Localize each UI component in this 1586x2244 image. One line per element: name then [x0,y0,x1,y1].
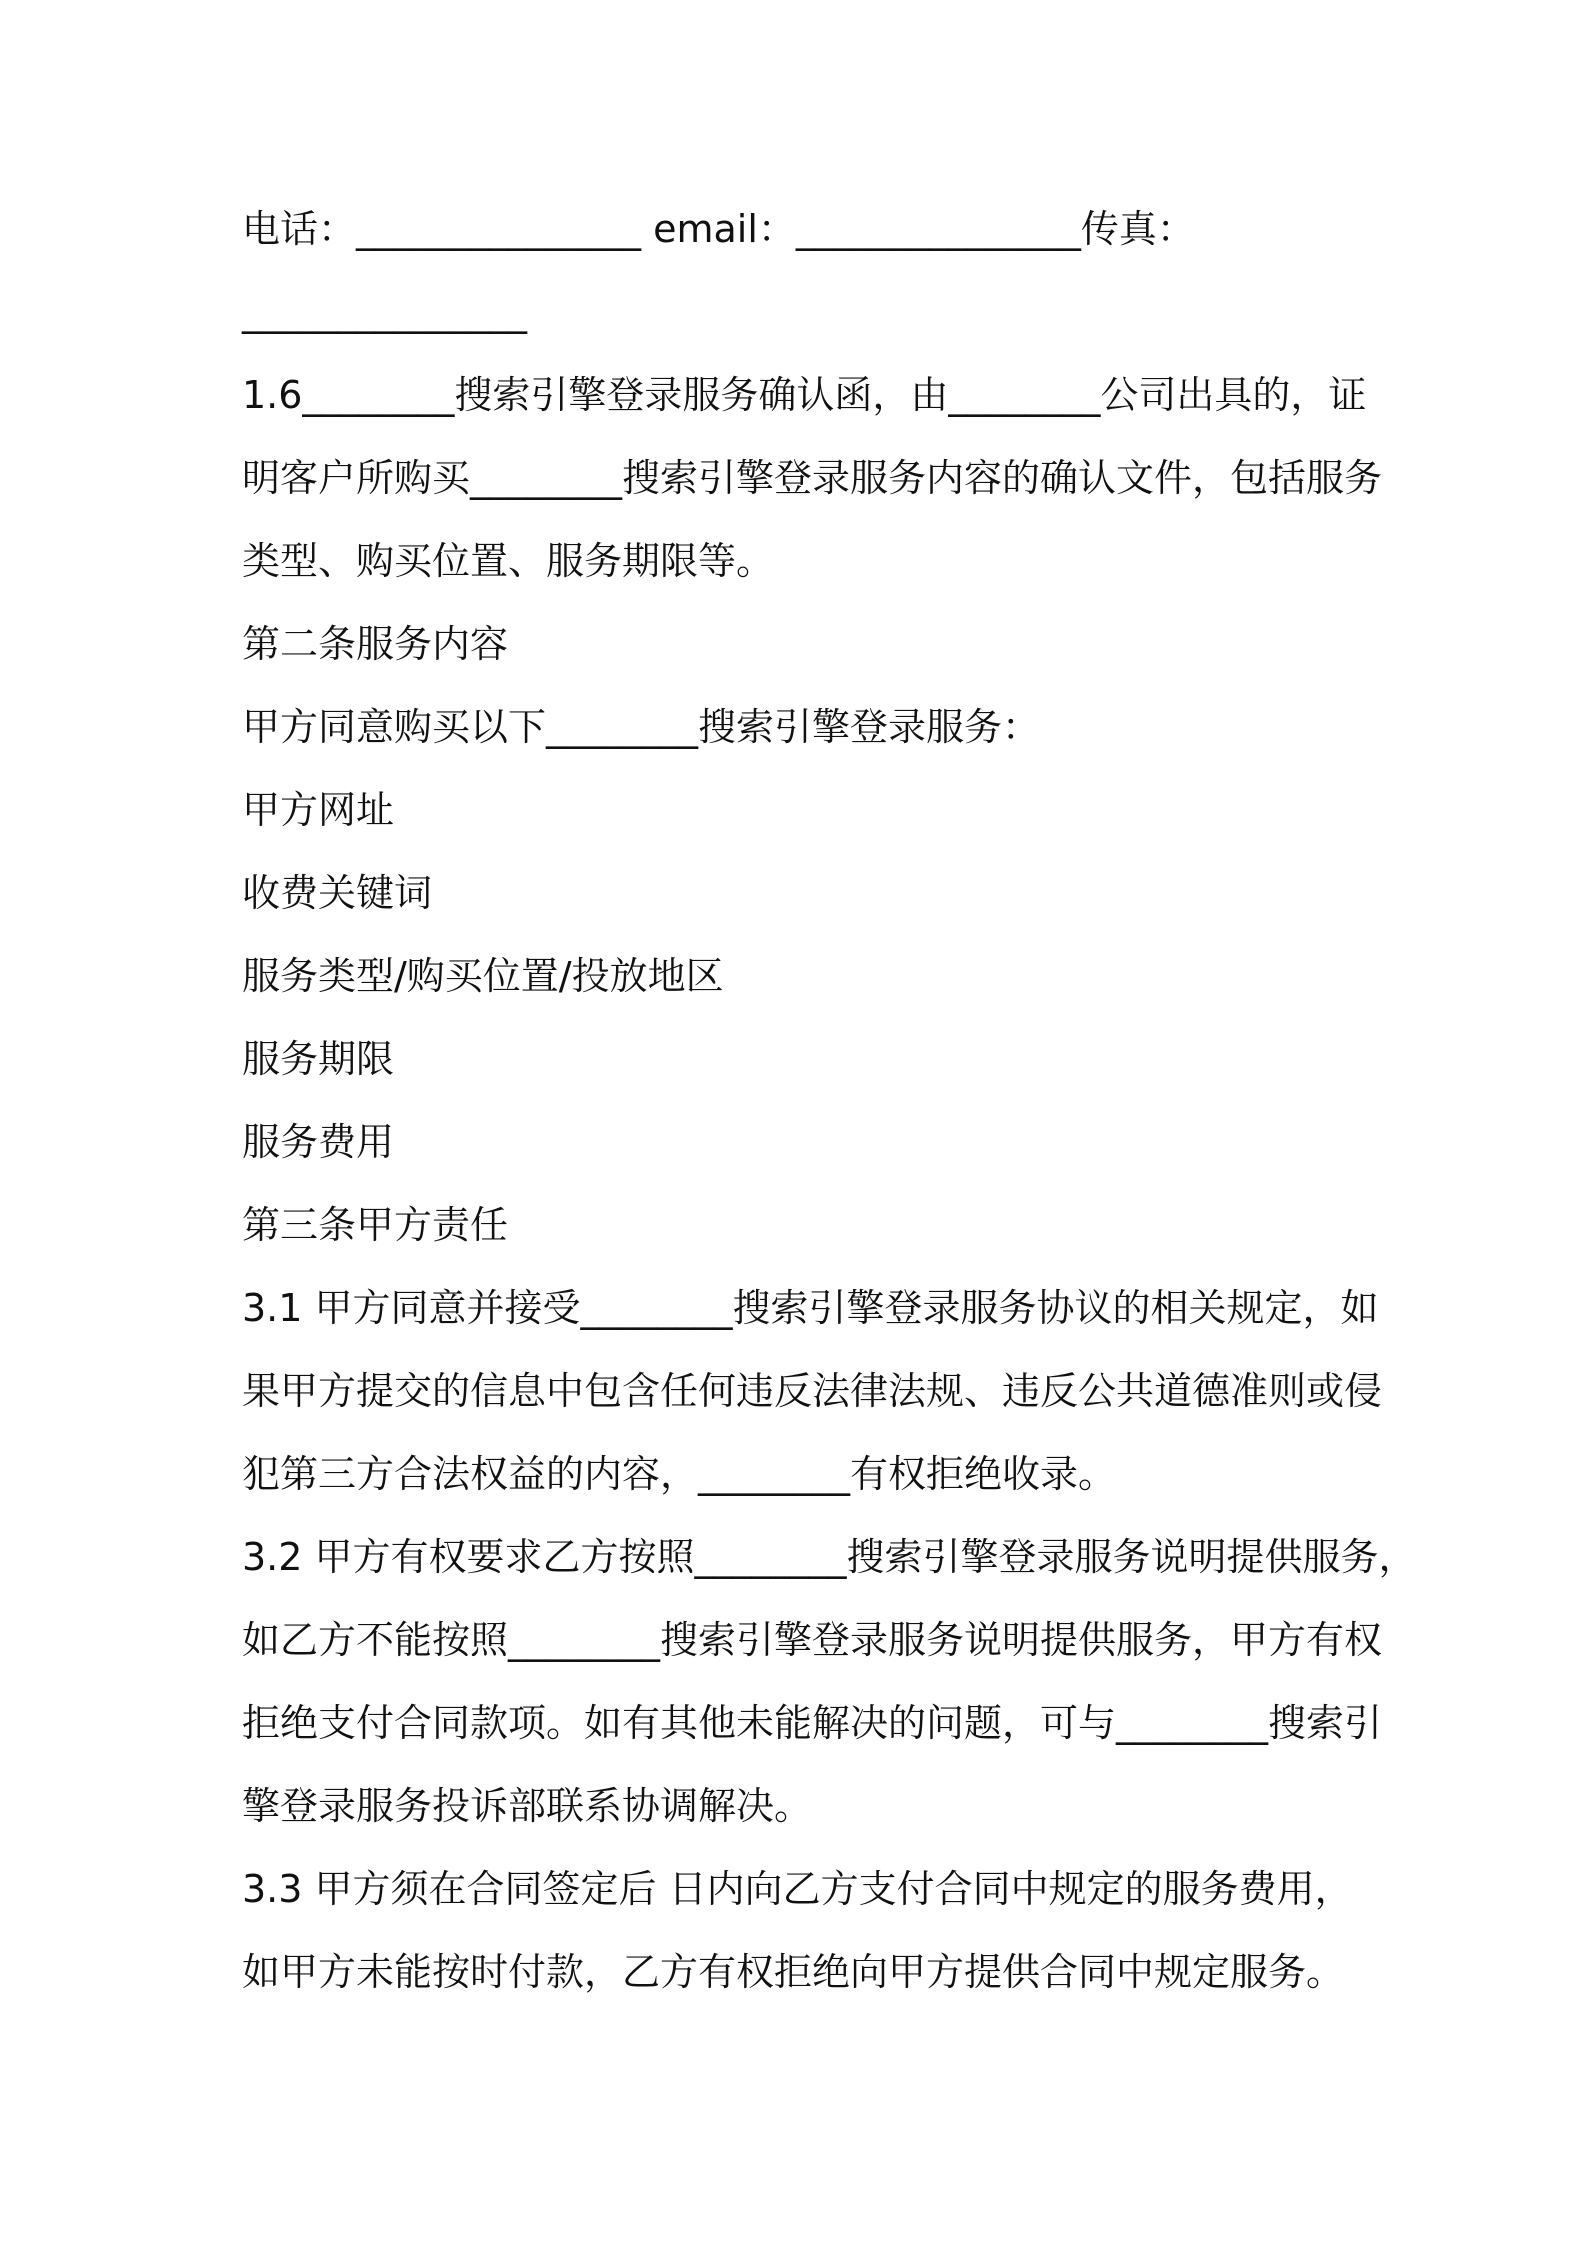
clause-3-2-line: 3.2 甲方有权要求乙方按照________搜索引擎登录服务说明提供服务， [242,1535,1417,1579]
clause-3-3-line: 如甲方未能按时付款，乙方有权拒绝向甲方提供合同中规定服务。 [242,1950,1345,1994]
section-1-6-line: 1.6________搜索引擎登录服务确认函，由________公司出具的，证 [242,373,1367,417]
article-2-heading: 第二条服务内容 [242,622,509,666]
contact-fax-blank: _______________ [242,290,527,334]
service-item: 甲方网址 [242,788,395,832]
section-1-6-line: 明客户所购买________搜索引擎登录服务内容的确认文件，包括服务 [242,456,1383,500]
service-item: 服务期限 [242,1037,395,1081]
contact-line: 电话：_______________ email：_______________传真： [242,207,1195,251]
document-body [242,188,1417,2014]
section-1-6-line: 类型、购买位置、服务期限等。 [242,539,775,583]
clause-3-1-line: 3.1 甲方同意并接受________搜索引擎登录服务协议的相关规定，如 [242,1286,1379,1330]
clause-3-2-line: 擎登录服务投诉部联系协调解决。 [242,1784,813,1828]
service-item: 收费关键词 [242,871,433,915]
clause-3-1-line: 犯第三方合法权益的内容，________有权拒绝收录。 [242,1452,1117,1496]
article-2-intro: 甲方同意购买以下________搜索引擎登录服务： [242,705,1041,749]
article-3-heading: 第三条甲方责任 [242,1203,509,1247]
clause-3-2-line: 如乙方不能按照________搜索引擎登录服务说明提供服务，甲方有权 [242,1618,1383,1662]
clause-3-3-line: 3.3 甲方须在合同签定后 日内向乙方支付合同中规定的服务费用， [242,1867,1353,1911]
clause-3-2-line: 拒绝支付合同款项。如有其他未能解决的问题，可与________搜索引 [242,1701,1383,1745]
service-item: 服务费用 [242,1120,395,1164]
clause-3-1-line: 果甲方提交的信息中包含任何违反法律法规、违反公共道德准则或侵 [242,1369,1383,1413]
service-item: 服务类型/购买位置/投放地区 [242,954,724,998]
